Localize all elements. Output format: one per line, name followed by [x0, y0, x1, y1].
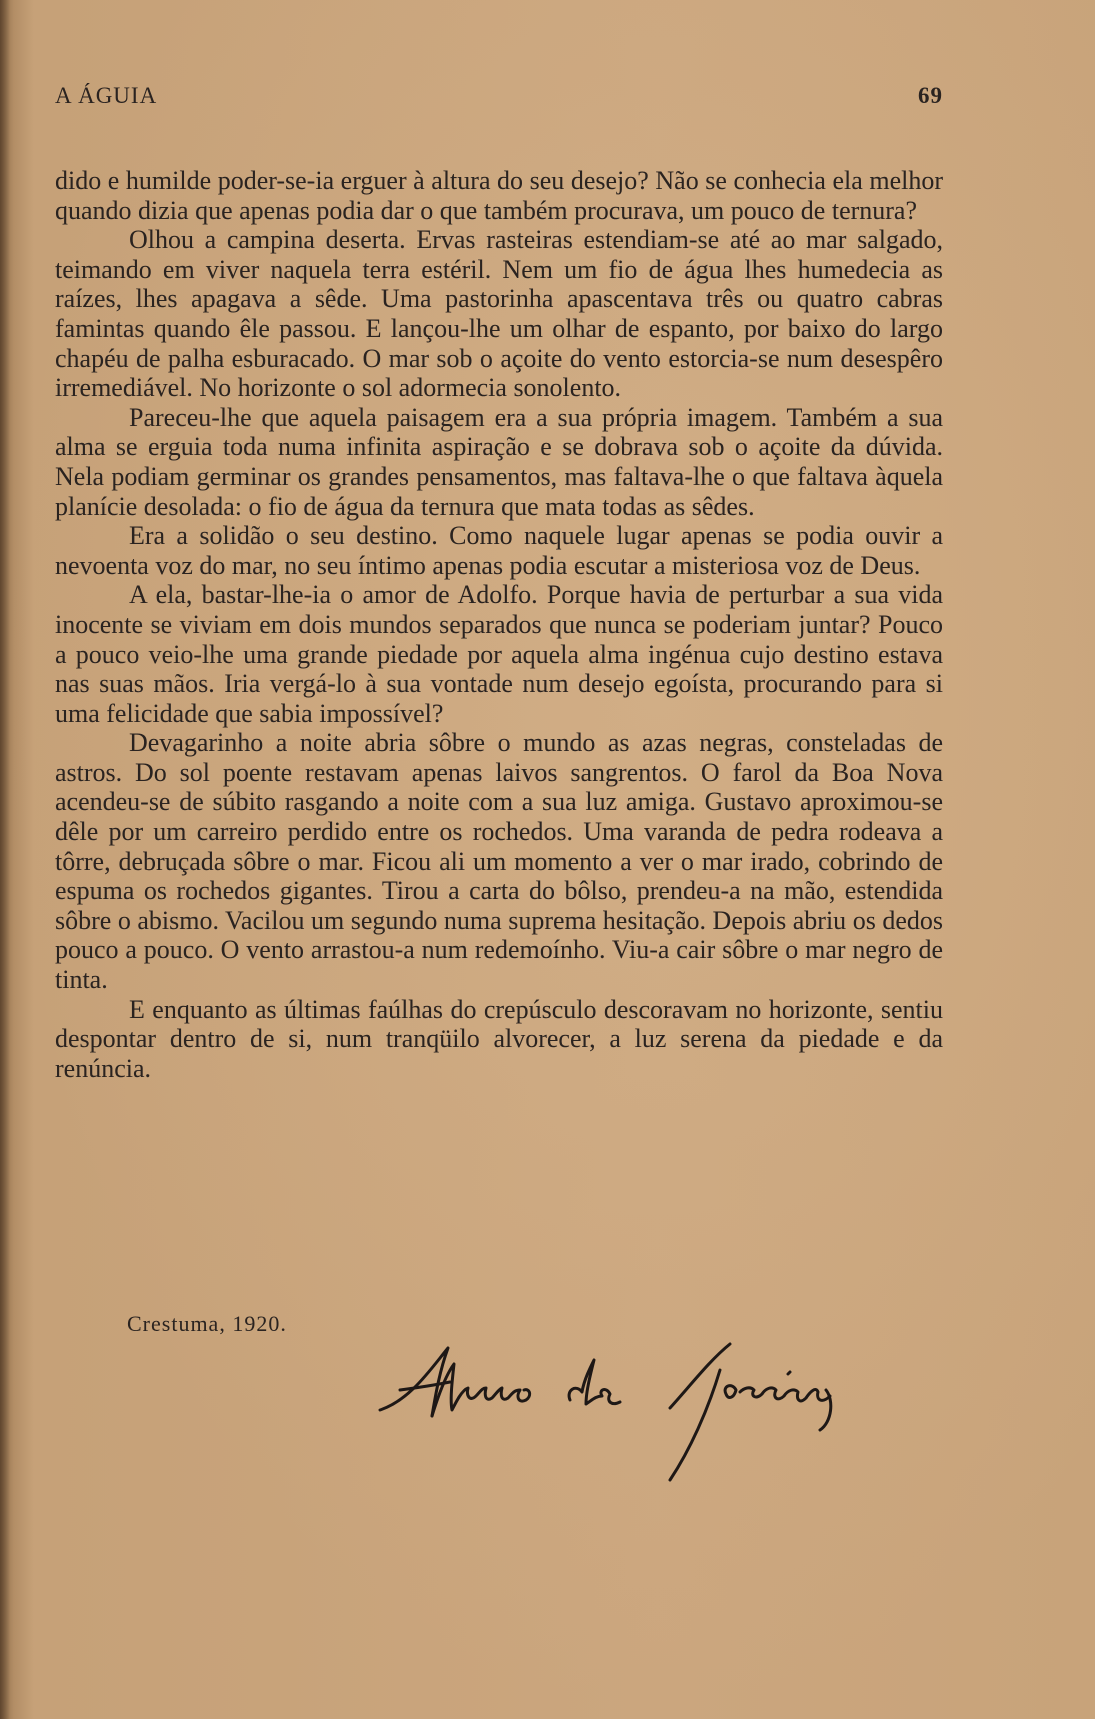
paragraph-6: Devagarinho a noite abria sôbre o mundo as azas negras, consteladas de astros. Do sol poente restavam apenas laivos sangrentos. O farol da Boa Nova acendeu-se de súbito rasgando a noite com a sua luz amiga. Gustavo aproximou-se dêle por um carreiro perdido entre os rochedos. Uma varanda de pedra rodeava a tôrre, debruçada sôbre o mar. Ficou ali um momento a ver o mar irado, cobrindo de espuma os rochedos gigantes. Tirou a carta do bôlso, prendeu-a na mão, estendida sôbre o abismo. Vacilou um segundo numa suprema hesitação. Depois abriu os dedos pouco a pouco. O vento arrastou-a num redemoínho. Viu-a cair sôbre o mar negro de tinta.	[55, 728, 943, 995]
paragraph-3: Pareceu-lhe que aquela paisagem era a sua própria imagem. Também a sua alma se erguia toda numa infinita aspiração e se dobrava sob o açoite da dúvida. Nela podiam germinar os grandes pensamentos, mas faltava-lhe o que faltava àquela planície desolada: o fio de água da ternura que mata todas as sêdes.	[55, 402, 943, 521]
running-head: A ÁGUIA	[55, 83, 158, 108]
paragraph-2: Olhou a campina deserta. Ervas rasteiras estendiam-se até ao mar salgado, teimando em viver naquela terra estéril. Nem um fio de água lhes humedecia as raízes, lhes apagava a sêde. Uma pastorinha apascentava três ou quatro cabras famintas quando êle passou. E lançou-lhe um olhar de espanto, por baixo do largo chapéu de palha esburacado. O mar sob o açoite do vento estorcia-se num desespêro irremediável. No horizonte o sol adormecia sonolento.	[55, 225, 943, 403]
place-date: Crestuma, 1920.	[127, 1311, 287, 1336]
paragraph-4: Era a solidão o seu destino. Como naquele lugar apenas se podia ouvir a nevoenta voz do mar, no seu íntimo apenas podia escutar a misteriosa voz de Deus.	[55, 521, 943, 580]
paragraph-1: dido e humilde poder-se-ia erguer à altura do seu desejo? Não se conhecia ela melhor quando dizia que apenas podia dar o que também procurava, um pouco de ternura?	[55, 166, 943, 225]
paragraph-7: E enquanto as últimas faúlhas do crepúsculo descoravam no horizonte, sentiu despontar dentro de si, num tranqüilo alvorecer, a luz serena da piedade e da renúncia.	[55, 994, 943, 1083]
signature	[370, 1330, 910, 1490]
paragraph-5: A ela, bastar-lhe-ia o amor de Adolfo. Porque havia de perturbar a sua vida inocente se viviam em dois mundos separados que nunca se poderiam juntar? Pouco a pouco veio-lhe uma grande piedade por aquela alma ingénua cujo destino estava nas suas mãos. Iria vergá-lo à sua vontade num desejo egoísta, procurando para si uma felicidade que sabia impossível?	[55, 580, 943, 728]
page-header	[55, 83, 943, 113]
page-number: 69	[918, 83, 943, 108]
body-text	[55, 166, 943, 1083]
